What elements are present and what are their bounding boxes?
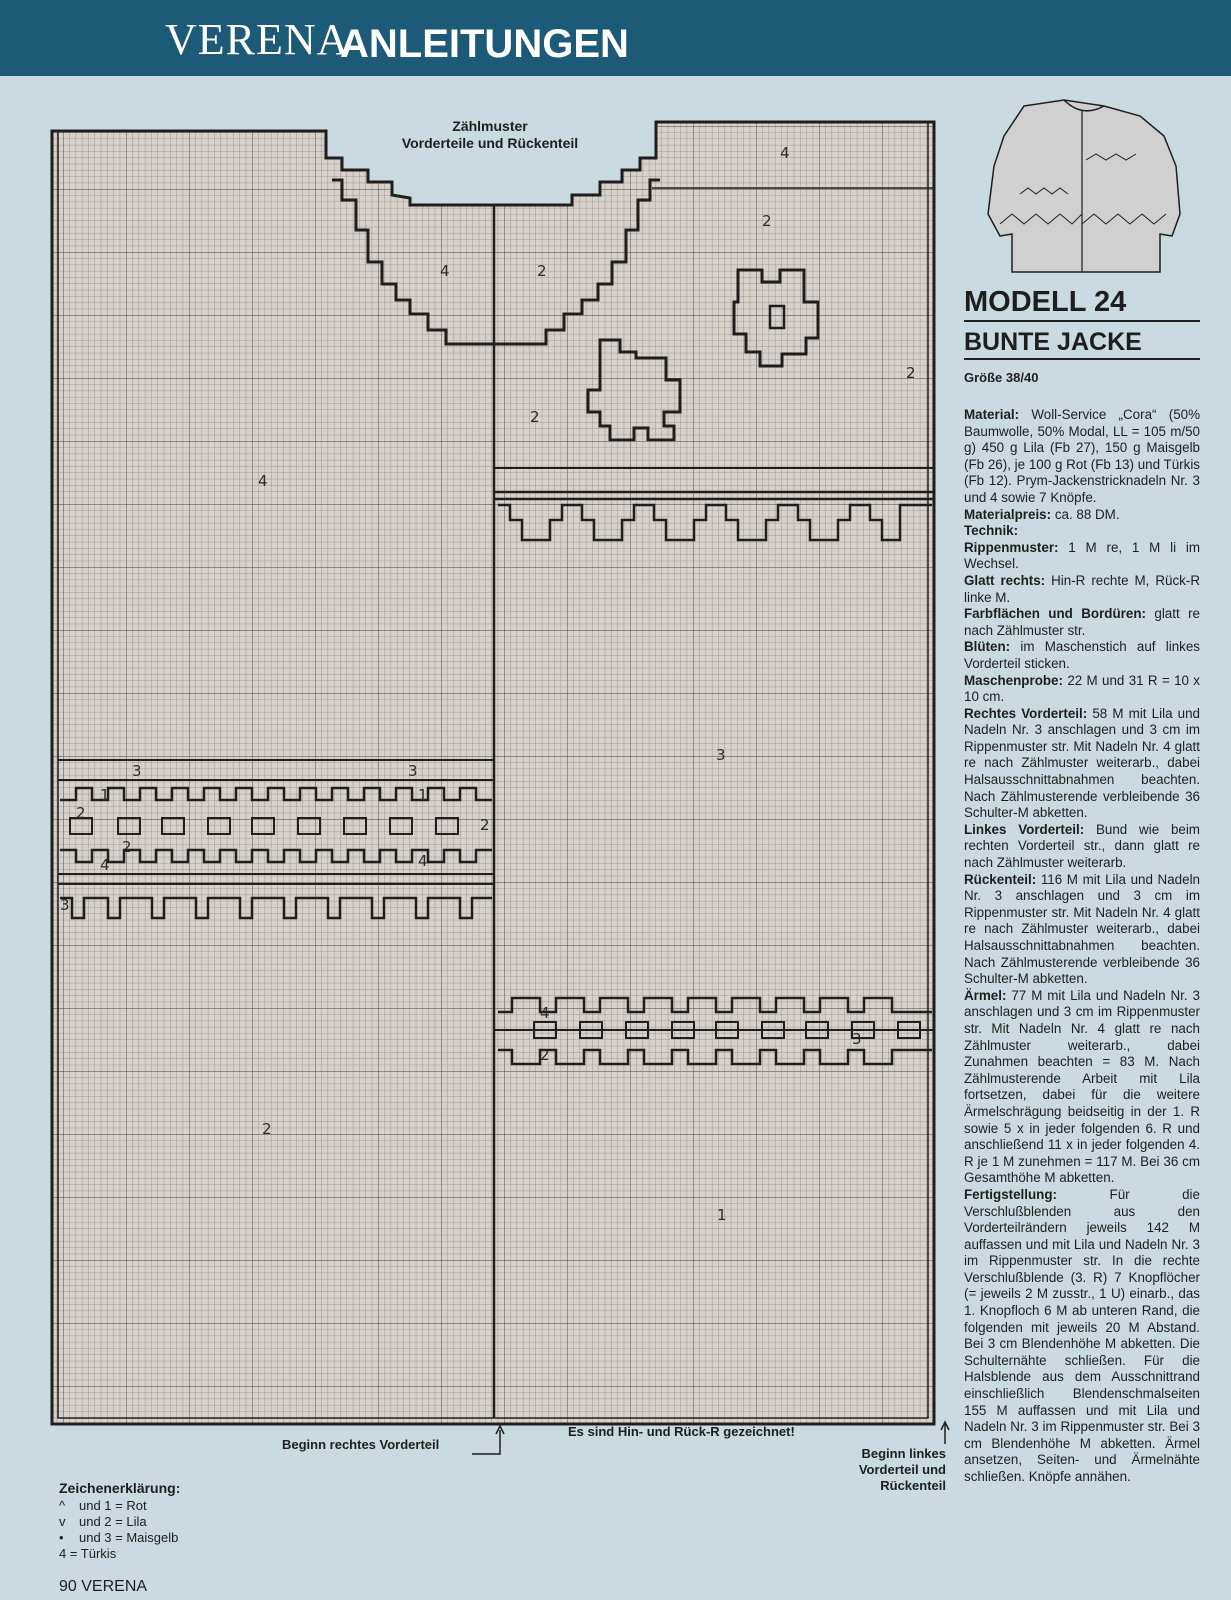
instructions-column	[964, 96, 1200, 1486]
chart-color-number: 3	[716, 746, 726, 764]
chart-color-number: 2	[906, 364, 916, 382]
chart-color-number: 2	[762, 212, 772, 230]
legend	[59, 1480, 180, 1562]
instructions-text: Material: Woll-Service „Cora“ (50% Baumwolle, 50% Modal, LL = 105 m/50 g) 450 g Lila (Fb 27), 150 g Maisgelb (Fb 26), je 100 g Rot (Fb 13) und Türkis (Fb 12). Prym-Jackenstricknadeln Nr. 3 und 4 sowie 7 Knöpfe. Materialpreis: ca. 88 DM. Technik: Rippenmuster: 1 M re, 1 M li im Wechsel. Glatt rechts: Hin-R rechte M, Rück-R linke M. Farbflächen und Bordüren: glatt re nach Zählmuster str. Blüten: im Maschenstich auf linkes Vorderteil sticken. Maschenprobe: 22 M und 31 R = 10 x 10 cm. Rechtes Vorderteil: 58 M mit Lila und Nadeln Nr. 3 anschlagen und 3 cm im Rippenmuster str. Mit Nadeln Nr. 4 glatt re nach Zählmuster weiterarb., dabei Halsausschnittabnahmen beachten. Nach Zählmusterende verbleibende 36 Schulter-M abketten. Linkes Vorderteil: Bund wie beim rechten Vorderteil str., dann glatt re nach Zählmuster weiterarb. Rückenteil: 116 M mit Lila und Nadeln Nr. 3 anschlagen und 3 cm im Rippenmuster str. Mit Nadeln Nr. 4 glatt re nach Zählmuster weiterarb., dabei Halsausschnittabnahmen beachten. Nach Zählmusterende verbleibende 36 Schulter-M abketten. Ärmel: 77 M mit Lila und Nadeln Nr. 3 anschlagen und 3 cm im Rippenmuster str. Mit Nadeln Nr. 4 glatt re nach Zählmuster weiterarb., dabei Zunahmen beachten = 83 M. Nach Zählmusterende Arbeit mit Lila fortsetzen, dabei für die weitere Ärmelschrägung beidseitig in der 1. R sowie 5 x in jeder folgenden 6. R und anschließend 11 x in jeder folgenden 4. R je 1 M zunehmen = 117 M. Bei 36 cm Gesamthöhe M abketten. Fertigstellung: Für die Verschlußblenden aus den Vorderteilrändern jeweils 142 M auffassen und mit Lila und Nadeln Nr. 3 im Rippenmuster str. In die rechte Verschlußblende (3. R) 7 Knopflöcher (= jeweils 2 M zusstr., 1 U) einarb., das 1. Knopfloch 6 M ab unteren Rand, die folgenden mit jeweils 20 M Abstand. Bei 3 cm Blendenhöhe M abketten. Die Schulternähte schließen. Für die Halsblende aus dem Ausschnittrand einschließlich Blendenschmalseiten 155 M auffassen und mit Lila und Nadeln Nr. 3 im Rippenmuster str. Bei 3 cm Blendenhöhe M abketten. Ärmel ansetzen, Seiten- und Ärmelnähte schließen. Knöpfe annähen.	[964, 407, 1200, 1484]
model-subtitle: BUNTE JACKE	[964, 326, 1200, 360]
chart-color-number: 3	[852, 1030, 862, 1048]
model-title: MODELL 24	[964, 285, 1200, 322]
chart-color-number: 4	[540, 1004, 550, 1022]
chart-color-number: 4	[418, 852, 428, 870]
legend-item: • und 3 = Maisgelb	[59, 1530, 179, 1545]
section-title: ANLEITUNGEN	[340, 22, 629, 66]
chart-color-number: 4	[258, 472, 268, 490]
start-left-front-label: Beginn linkes Vorderteil und Rückenteil	[858, 1446, 946, 1493]
chart-title: Zählmuster Vorderteile und Rückenteil	[401, 118, 579, 151]
chart-color-number: 2	[122, 838, 132, 856]
size-info: Größe 38/40	[964, 370, 1039, 385]
chart-color-number: 4	[100, 856, 110, 874]
chart-color-number: 4	[780, 144, 790, 162]
chart-color-number: 1	[100, 786, 110, 804]
chart-color-number: 2	[480, 816, 490, 834]
start-right-front-label: Beginn rechtes Vorderteil	[282, 1437, 440, 1452]
chart-color-number: 2	[537, 262, 547, 280]
chart-color-number: 3	[132, 762, 142, 780]
chart-color-number: 3	[60, 896, 70, 914]
chart-color-number: 1	[717, 1206, 727, 1224]
chart-color-number: 3	[408, 762, 418, 780]
chart-color-number: 4	[440, 262, 450, 280]
chart-color-number: 2	[530, 408, 540, 426]
chart-color-number: 2	[76, 804, 86, 822]
chart-color-number: 2	[262, 1120, 272, 1138]
legend-item: ^ und 1 = Rot	[59, 1498, 147, 1513]
page-footer: 90 VERENA	[59, 1578, 148, 1595]
jacket-illustration	[964, 96, 1200, 280]
brand-logo: VERENA	[165, 15, 350, 64]
chart-color-number: 1	[418, 786, 428, 804]
legend-heading: Zeichenerklärung:	[59, 1480, 181, 1496]
legend-item: 4 = Türkis	[59, 1546, 117, 1561]
chart-color-number: 2	[540, 1046, 550, 1064]
legend-item: v und 2 = Lila	[59, 1514, 147, 1529]
chart-note: Es sind Hin- und Rück-R gezeichnet!	[568, 1424, 795, 1439]
